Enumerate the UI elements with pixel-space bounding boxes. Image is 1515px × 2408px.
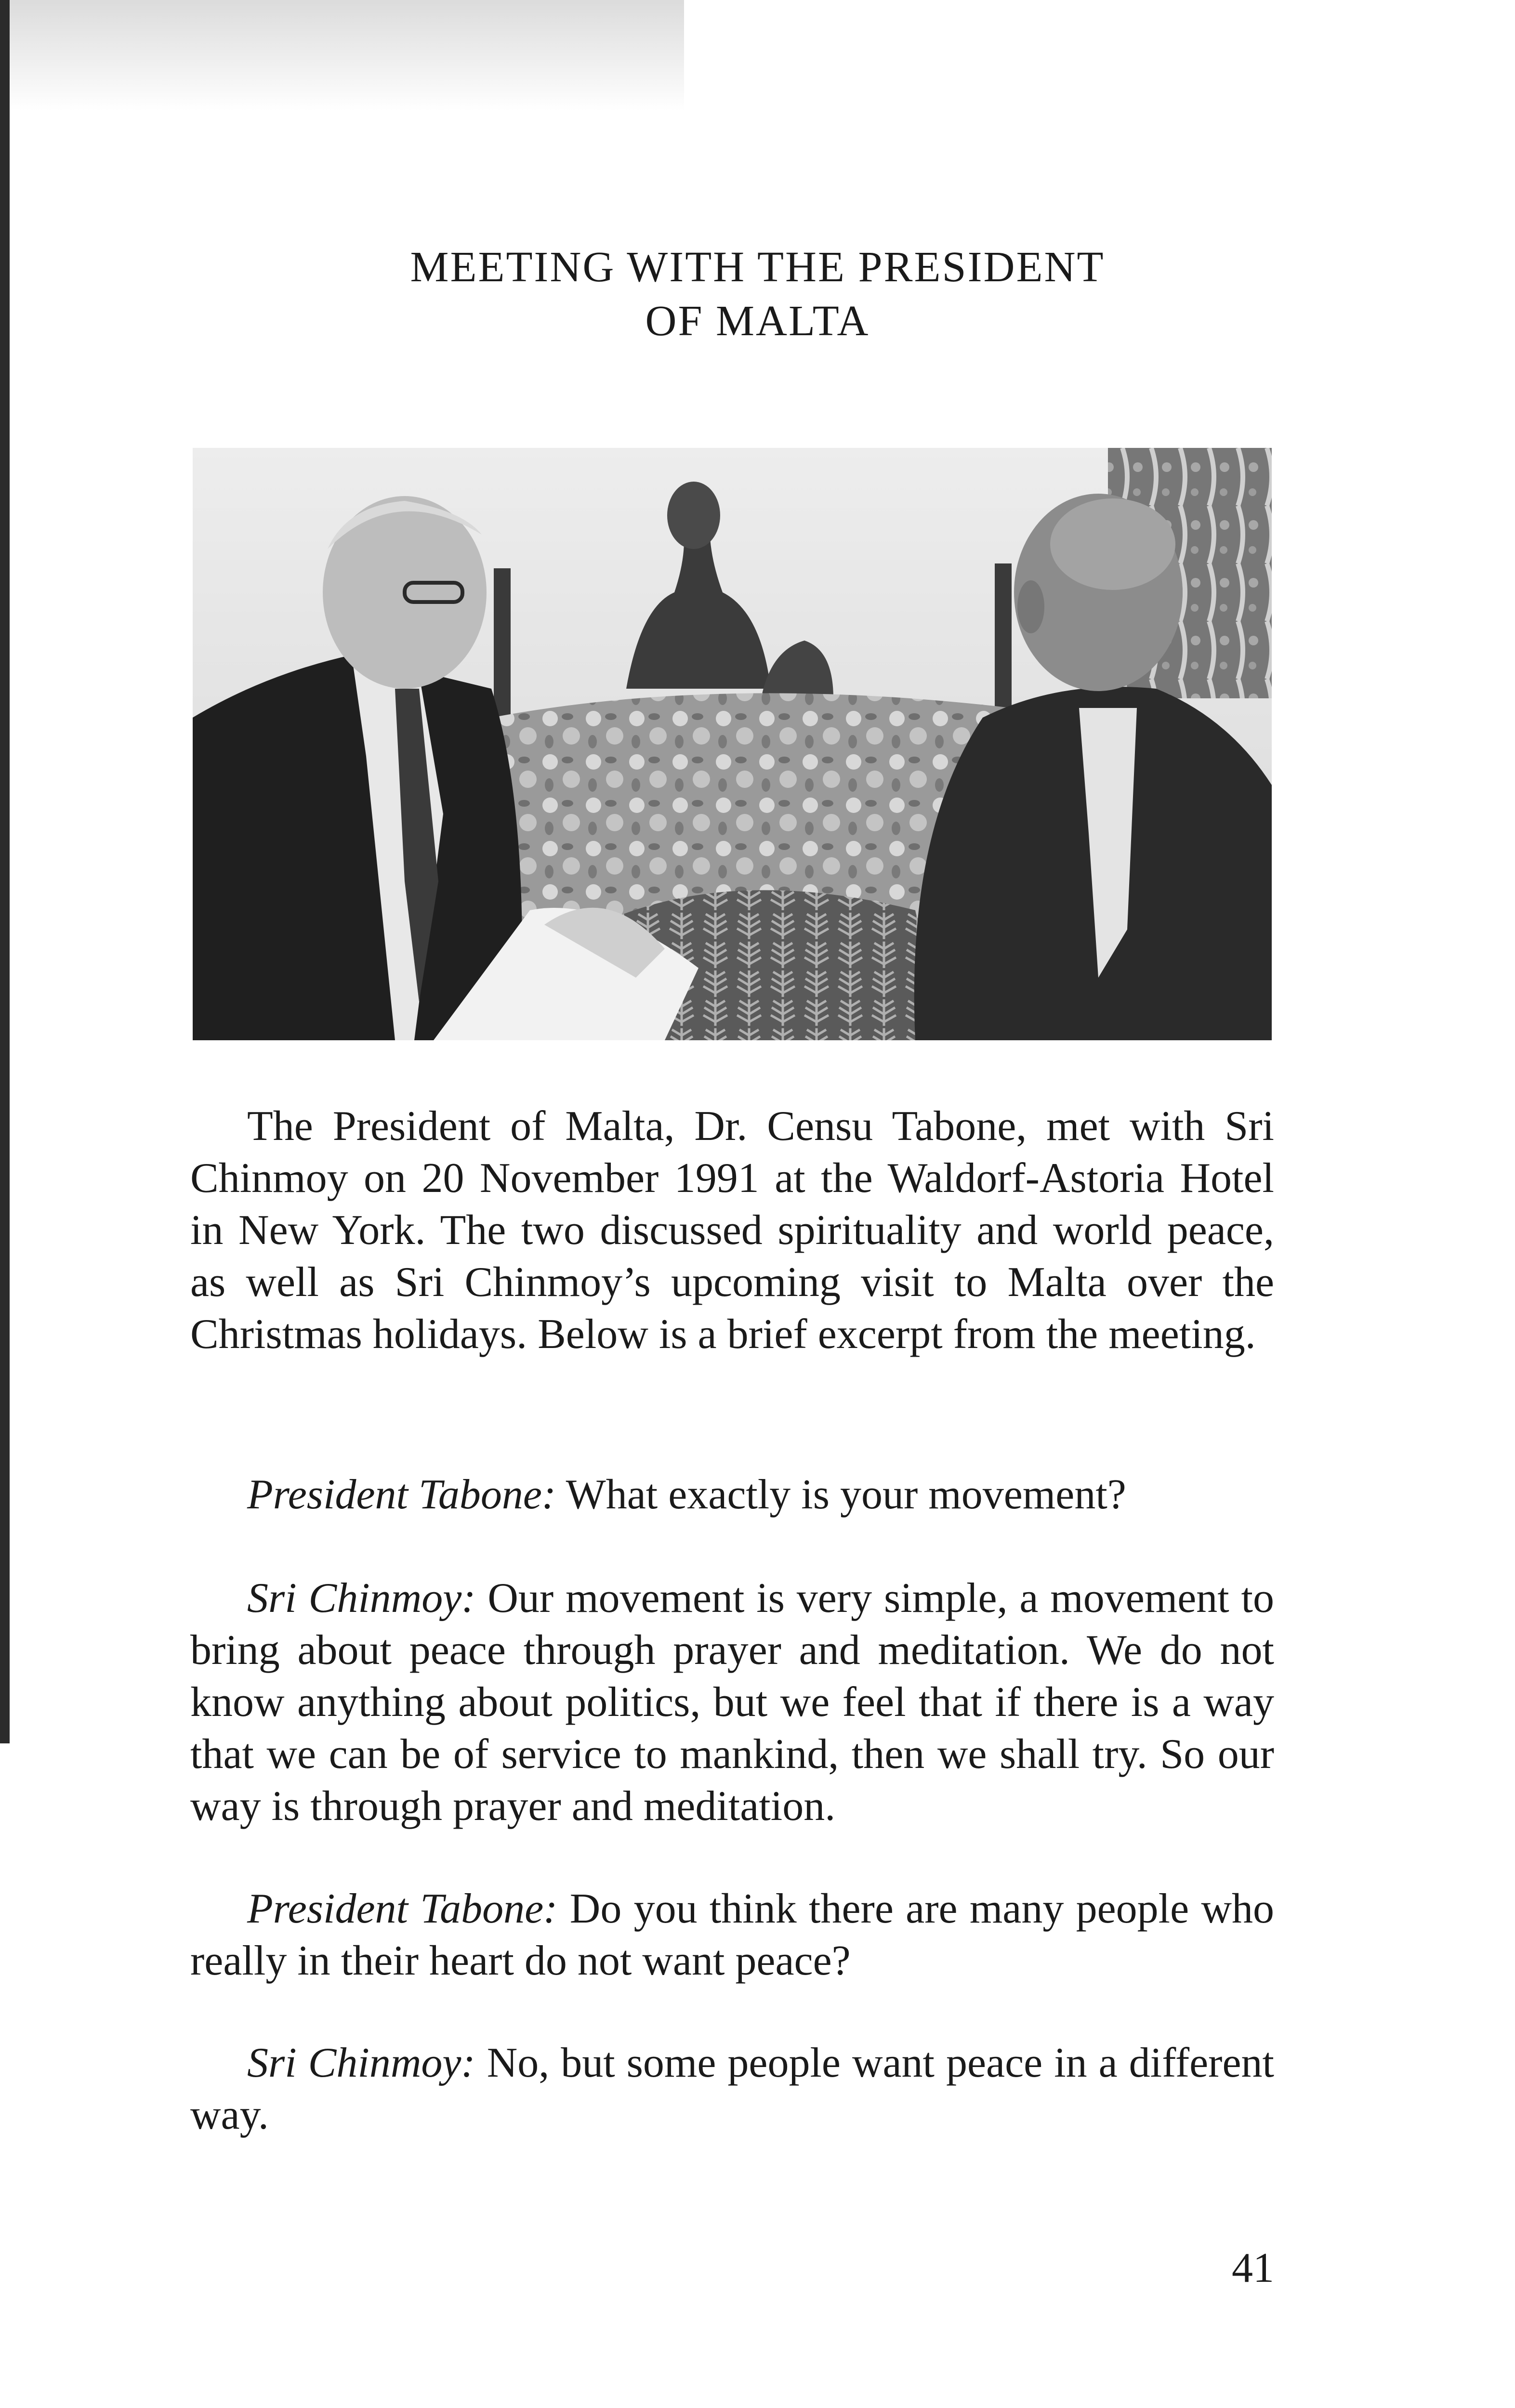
dialogue-block-1	[190, 1469, 1274, 1521]
intro-paragraph	[190, 1100, 1274, 1361]
page-title-line-1: MEETING WITH THE PRESIDENT	[410, 243, 1105, 291]
meeting-photo	[193, 448, 1272, 1040]
scan-smudge	[10, 0, 684, 111]
dialogue-block-4	[190, 2037, 1274, 2141]
speaker-label: Sri Chinmoy:	[247, 2040, 475, 2086]
dialogue-block-2	[190, 1572, 1274, 1832]
intro-text: The President of Malta, Dr. Censu Tabone, met with Sri Chinmoy on 20 November 1991 at the Waldorf-Astoria Hotel in New York. The two discussed spirituality and world peace, as well as Sri Chinmoy’s upcoming visit to Malta over the Christmas holidays. Below is a brief excerpt from the meeting.	[190, 1103, 1274, 1358]
page-title-line-2: OF MALTA	[645, 297, 870, 345]
dialogue-block-3	[190, 1883, 1274, 1987]
page-number: 41	[1232, 2245, 1274, 2291]
dialogue-text: No, but some people want peace in a different way.	[190, 2040, 1274, 2138]
dialogue-text: Our movement is very simple, a movement to bring about peace through prayer and meditation. We do not know anything about politics, but we feel that if there is a way that we can be of service to mankind, then we shall try. So our way is through prayer and meditation.	[190, 1575, 1274, 1830]
speaker-label: President Tabone:	[247, 1885, 558, 1932]
speaker-label: Sri Chinmoy:	[247, 1575, 476, 1622]
dialogue-text: What exactly is your movement?	[566, 1471, 1126, 1518]
dialogue-text: Do you think there are many people who really in their heart do not want peace?	[190, 1885, 1274, 1984]
speaker-label: President Tabone:	[247, 1471, 556, 1518]
